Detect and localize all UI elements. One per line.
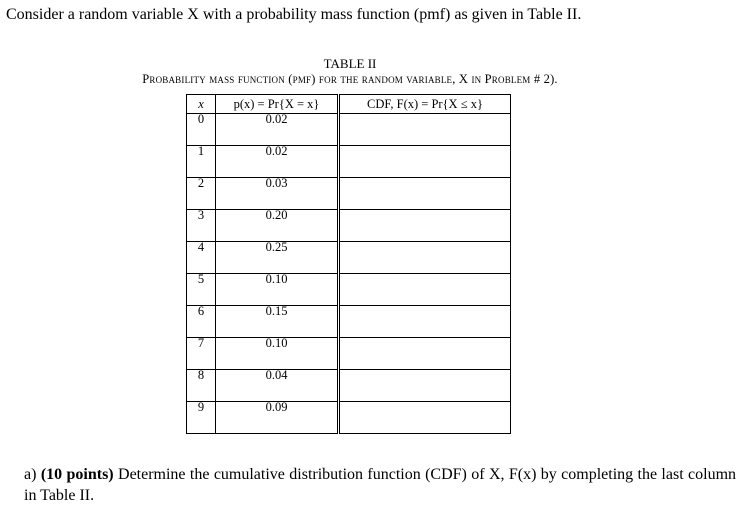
table-caption: Probability mass function (pmf) for the random variable, X in Problem # 2). — [142, 72, 558, 86]
table-row — [187, 146, 511, 178]
cell-cdf — [339, 338, 511, 370]
cell-x: 1 — [187, 146, 216, 178]
cell-x: 2 — [187, 178, 216, 210]
cell-x: 8 — [187, 370, 216, 402]
header-pmf: p(x) = Pr{X = x} — [216, 95, 339, 114]
cell-pmf: 0.02 — [216, 146, 339, 178]
cell-x: 4 — [187, 242, 216, 274]
cell-pmf: 0.02 — [216, 114, 339, 146]
table-header-row — [187, 95, 511, 114]
table-row — [187, 370, 511, 402]
cell-pmf: 0.03 — [216, 178, 339, 210]
pmf-table — [186, 94, 511, 434]
table-row — [187, 210, 511, 242]
table-row — [187, 242, 511, 274]
table-row — [187, 306, 511, 338]
cell-x: 0 — [187, 114, 216, 146]
question-text — [24, 464, 736, 506]
table-row — [187, 114, 511, 146]
cell-pmf: 0.15 — [216, 306, 339, 338]
problem-intro: Consider a random variable X with a probability mass function (pmf) as given in Table II. — [6, 6, 582, 23]
cell-cdf — [339, 274, 511, 306]
cell-pmf: 0.10 — [216, 274, 339, 306]
table-row — [187, 338, 511, 370]
header-cdf: CDF, F(x) = Pr{X ≤ x} — [339, 95, 511, 114]
cell-cdf — [339, 306, 511, 338]
cell-pmf: 0.20 — [216, 210, 339, 242]
cell-cdf — [339, 146, 511, 178]
cell-cdf — [339, 370, 511, 402]
cell-cdf — [339, 114, 511, 146]
cell-x: 5 — [187, 274, 216, 306]
cell-pmf: 0.04 — [216, 370, 339, 402]
cell-pmf: 0.25 — [216, 242, 339, 274]
table-body — [187, 114, 511, 434]
table-row — [187, 402, 511, 434]
cell-cdf — [339, 178, 511, 210]
table-label: TABLE II — [323, 56, 377, 71]
question-a — [24, 464, 736, 506]
cell-cdf — [339, 242, 511, 274]
cell-pmf: 0.10 — [216, 338, 339, 370]
cell-cdf — [339, 402, 511, 434]
question-body: Determine the cumulative distribution function (CDF) of X, F(x) by completing the last column in Table II. — [24, 466, 737, 504]
cell-pmf: 0.09 — [216, 402, 339, 434]
cell-x: 7 — [187, 338, 216, 370]
question-points: (10 points) — [40, 466, 114, 483]
table-row — [187, 274, 511, 306]
question-prefix: a) — [24, 466, 41, 483]
cell-x: 6 — [187, 306, 216, 338]
cell-x: 9 — [187, 402, 216, 434]
header-x: x — [187, 95, 216, 114]
cell-cdf — [339, 210, 511, 242]
cell-x: 3 — [187, 210, 216, 242]
table-row — [187, 178, 511, 210]
